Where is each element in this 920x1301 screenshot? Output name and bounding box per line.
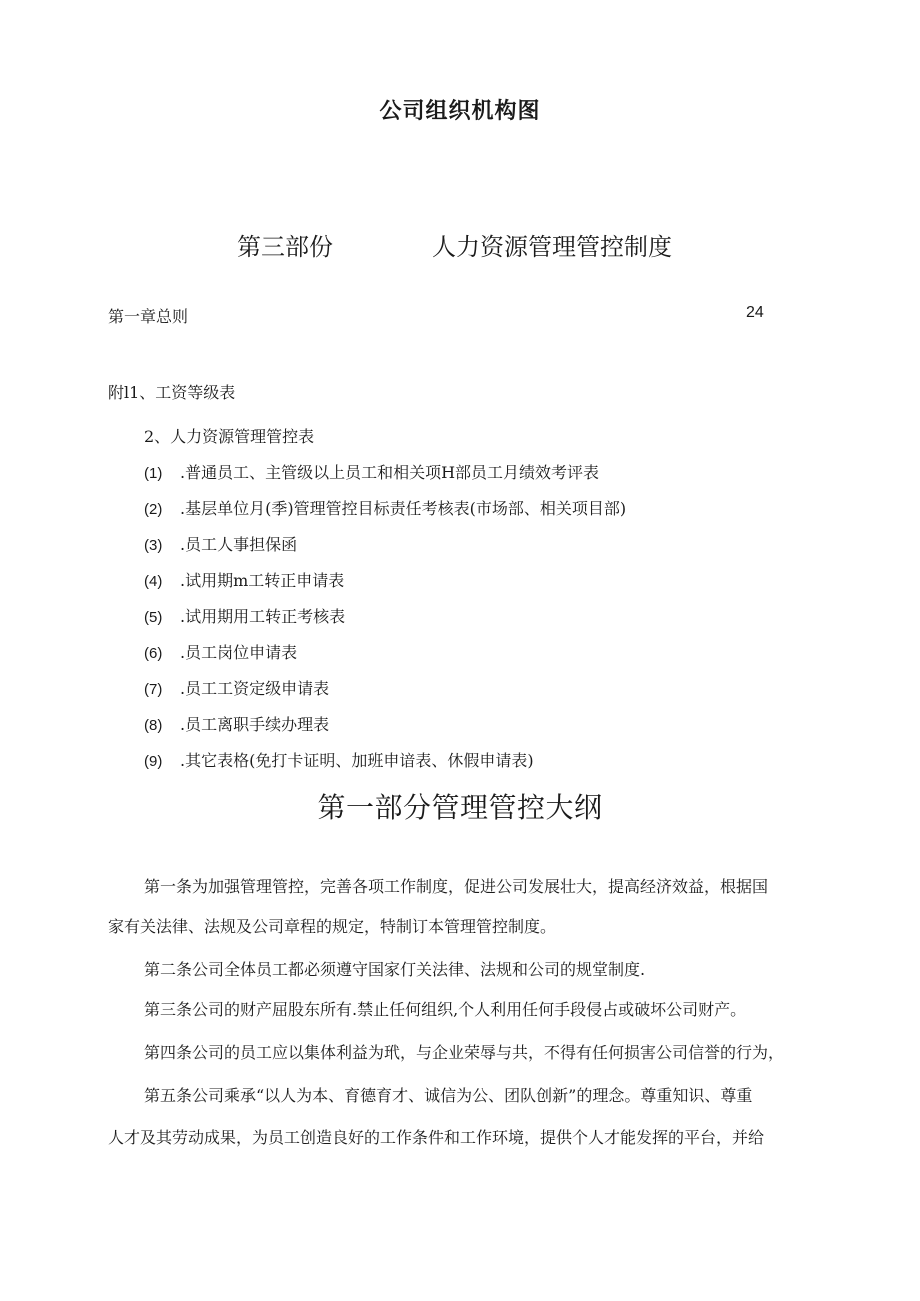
part1-heading: 第一部分管理管控大纲	[317, 791, 603, 824]
part3-name: 人力资源管理管控制度	[432, 233, 672, 261]
list-item-number: (7)	[144, 681, 163, 698]
list-item	[144, 496, 626, 519]
list-item-text: .试用期m工转正申请表	[180, 571, 345, 590]
list-item-number: (2)	[144, 501, 163, 518]
paragraph-article-5-line-2: 人才及其劳动成果，为员工创造良好的工作条件和工作环境，提供个人才能发挥的平台，并给	[108, 1128, 765, 1147]
list-item-text: .员工人事担保函	[180, 535, 298, 554]
list-item-text: .基层单位月(季)管理管控目标责任考核表(市场部、相关项目部)	[180, 499, 627, 518]
list-item	[144, 748, 534, 771]
list-item-number: (6)	[144, 645, 163, 662]
list-item-text: .普通员工、主管级以上员工和相关项H部员工月绩效考评表	[180, 463, 600, 482]
list-item-text: .其它表格(免打卡证明、加班申谙表、休假申请表)	[180, 751, 534, 770]
list-item-number: (5)	[144, 609, 163, 626]
list-item-number: (3)	[144, 537, 163, 554]
paragraph-article-1-line-2: 家有关法律、法规及公司章程的规定，特制订本管理管控制度。	[108, 917, 557, 936]
appendix-line-1: 附l1、工资等级表	[108, 383, 236, 402]
part3-number: 第三部份	[237, 233, 333, 261]
list-item-text: .员工工资定级申请表	[180, 679, 330, 698]
list-item-text: .试用期用工转正考核表	[180, 607, 346, 626]
list-item	[144, 712, 329, 735]
paragraph-article-5-line-1: 第五条公司乘承“以人为本、育德育才、诚信为公、团队创新”的理念。尊重知识、尊重	[144, 1086, 753, 1105]
list-item-number: (9)	[144, 753, 163, 770]
org-chart-title: 公司组织机构图	[379, 99, 541, 124]
list-item-number: (8)	[144, 717, 163, 734]
paragraph-article-2: 第二条公司全体员工都必须遵守国家仃关法律、法规和公司的规堂制度.	[144, 960, 646, 979]
list-item	[144, 568, 344, 591]
list-item	[144, 532, 297, 555]
list-item-number: (1)	[144, 465, 163, 482]
list-item-text: .员工岗位申请表	[180, 643, 298, 662]
appendix-line-2: 2、人力资源管理管控表	[144, 427, 315, 446]
list-item	[144, 604, 345, 627]
paragraph-article-3: 第三条公司的财产屈股东所有.禁止任何组织,个人利用任何手段侵占或破坏公司财产。	[144, 1000, 747, 1019]
paragraph-article-4: 第四条公司的员工应以集体利益为玳，与企业荣辱与共，不得有任何损害公司信誉的行为，	[144, 1043, 785, 1062]
paragraph-article-1-line-1: 第一条为加强管理管控，完善各项工作制度，促进公司发展壮大，提高经济效益，根据国	[144, 877, 769, 896]
toc-chapter: 第一章总则	[108, 307, 189, 326]
toc-page-number: 24	[746, 304, 764, 321]
list-item	[144, 640, 297, 663]
list-item	[144, 460, 599, 483]
list-item-number: (4)	[144, 573, 163, 590]
list-item	[144, 676, 329, 699]
list-item-text: .员工离职手续办理表	[180, 715, 330, 734]
